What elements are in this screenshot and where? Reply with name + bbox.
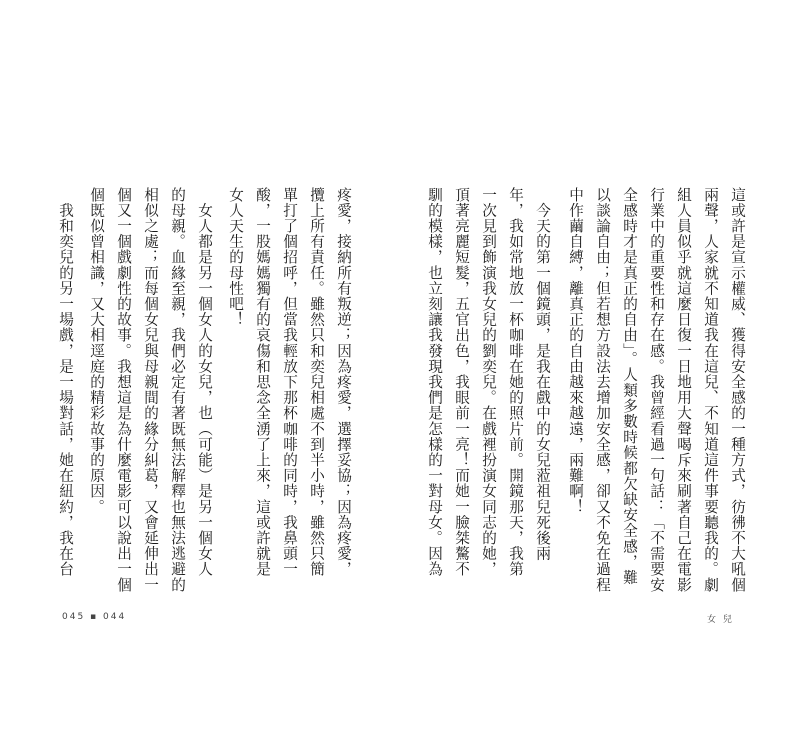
running-head: 女 兒 (707, 615, 734, 625)
text-column: 兩聲，人家就不知道我在這兒、不知道這件事要聽我的。劇 (702, 187, 719, 593)
page-numbers: 045 ▪ 044 (62, 612, 127, 622)
text-column: 馴的模樣，也立刻讓我發現我們是怎樣的一對母女。因為 (426, 187, 443, 577)
text-column: 女人都是另一個女人的女兒，也（可能）是另一個女人 (196, 187, 213, 577)
text-column: 女人天生的母性吧！ (227, 187, 244, 328)
text-column: 我和奕兒的另一場戲，是一場對話，她在紐約，我在台 (57, 187, 74, 577)
text-column: 行業中的重要性和存在感。我曾經看過一句話：「不需要安 (648, 187, 665, 593)
text-column: 以談論自由；但若想方設法去增加安全感，卻又不免在過程 (594, 187, 611, 593)
text-column: 今天的第一個鏡頭，是我在戲中的女兒蒞祖兒死後兩 (534, 187, 551, 562)
text-column: 疼愛，接納所有叛逆；因為疼愛，選擇妥協；因為疼愛， (335, 187, 352, 577)
text-column: 頂著亮麗短髮，五官出色，我眼前一亮！而她一臉桀驁不 (453, 187, 470, 577)
text-column: 單打了個招呼，但當我輕放下那杯咖啡的同時，我鼻頭一 (281, 187, 298, 577)
text-column: 相似之處；而每個女兒與母親間的緣分糾葛，又會延伸出一 (142, 187, 159, 593)
text-column: 個既似曾相識，又大相逕庭的精彩故事的原因。 (88, 187, 105, 515)
text-column: 的母親。血緣至親，我們必定有著既無法解釋也無法逃避的 (169, 187, 186, 593)
text-column: 一次見到飾演我女兒的劉奕兒。在戲裡扮演女同志的她， (480, 187, 497, 577)
text-column: 中作繭自縛，離真正的自由越來越遠，兩難啊！ (567, 187, 584, 515)
text-column: 酸，一股媽媽獨有的哀傷和思念全湧了上來，這或許就是 (254, 187, 271, 577)
text-column: 全感時才是真正的自由」。人類多數時候都欠缺安全感，難 (621, 187, 638, 586)
text-column: 年，我如常地放一杯咖啡在她的照片前。開鏡那天，我第 (507, 187, 524, 577)
text-column: 組人員似乎就這麼日復一日地用大聲喝斥來刷著自己在電影 (675, 187, 692, 593)
text-column: 這或許是宣示權威、獲得安全感的一種方式，彷彿不大吼個 (729, 187, 746, 593)
text-column: 個又一個戲劇性的故事。我想這是為什麼電影可以說出一個 (115, 187, 132, 593)
text-column: 攬上所有責任。雖然只和奕兒相處不到半小時，雖然只簡 (308, 187, 325, 577)
